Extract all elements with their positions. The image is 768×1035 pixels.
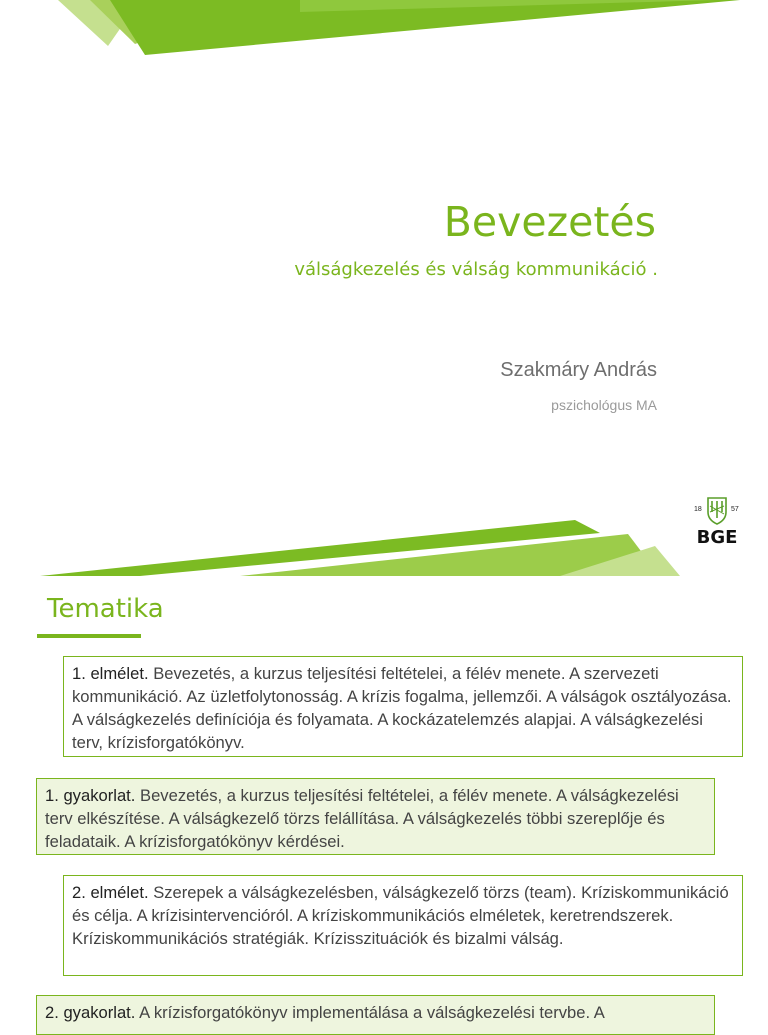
- topic-label: 1. gyakorlat.: [45, 786, 136, 805]
- topic-label: 2. gyakorlat.: [45, 1003, 136, 1022]
- topic-text: Bevezetés, a kurzus teljesítési feltételei, a félév menete. A szervezeti kommunikáció. Az üzletfolytonosság. A krízis fogalma, jellemzői. A válságok osztályozása. A válságkezelés definíciója és folyamata. A kockázatelemzés alapjai. A válságkezelési terv, krízisforgatókönyv.: [72, 664, 732, 752]
- topic-box-theory-2: [63, 875, 743, 976]
- topics-heading: Tematika: [47, 594, 164, 624]
- topic-text: Bevezetés, a kurzus teljesítési feltételei, a félév menete. A válságkezelési terv elkészítése. A válságkezelő törzs felállítása. A válságkezelés többi szereplője és feladataik. A krízisforgatókönyv kérdései.: [45, 786, 679, 851]
- bottom-green-stripes: [0, 520, 768, 580]
- heading-underline: [37, 634, 141, 638]
- slide-subtitle: válságkezelés és válság kommunikáció .: [294, 259, 658, 280]
- logo-year-left: 18: [694, 506, 702, 513]
- topic-box-practice-2: [36, 995, 715, 1035]
- top-green-stripes: [0, 0, 768, 60]
- author-role: pszichológus MA: [551, 397, 657, 413]
- topic-text: A krízisforgatókönyv implementálása a válságkezelési tervbe. A: [139, 1003, 605, 1022]
- topic-label: 2. elmélet.: [72, 883, 149, 902]
- author-name: Szakmáry András: [500, 359, 657, 381]
- slide-title: Bevezetés: [443, 198, 656, 246]
- topic-box-practice-1: [36, 778, 715, 855]
- topic-label: 1. elmélet.: [72, 664, 149, 683]
- topic-box-theory-1: [63, 656, 743, 757]
- topic-text: Szerepek a válságkezelésben, válságkezelő törzs (team). Kríziskommunikáció és célja. A krízisintervencióról. A kríziskommunikációs elméletek, keretrendszerek. Kríziskommunikációs stratégiák. Krízisszituációk és bizalmi válság.: [72, 883, 729, 948]
- logo-text: BGE: [696, 527, 738, 548]
- topics-slide: [0, 580, 768, 1024]
- logo-year-right: 57: [731, 506, 739, 513]
